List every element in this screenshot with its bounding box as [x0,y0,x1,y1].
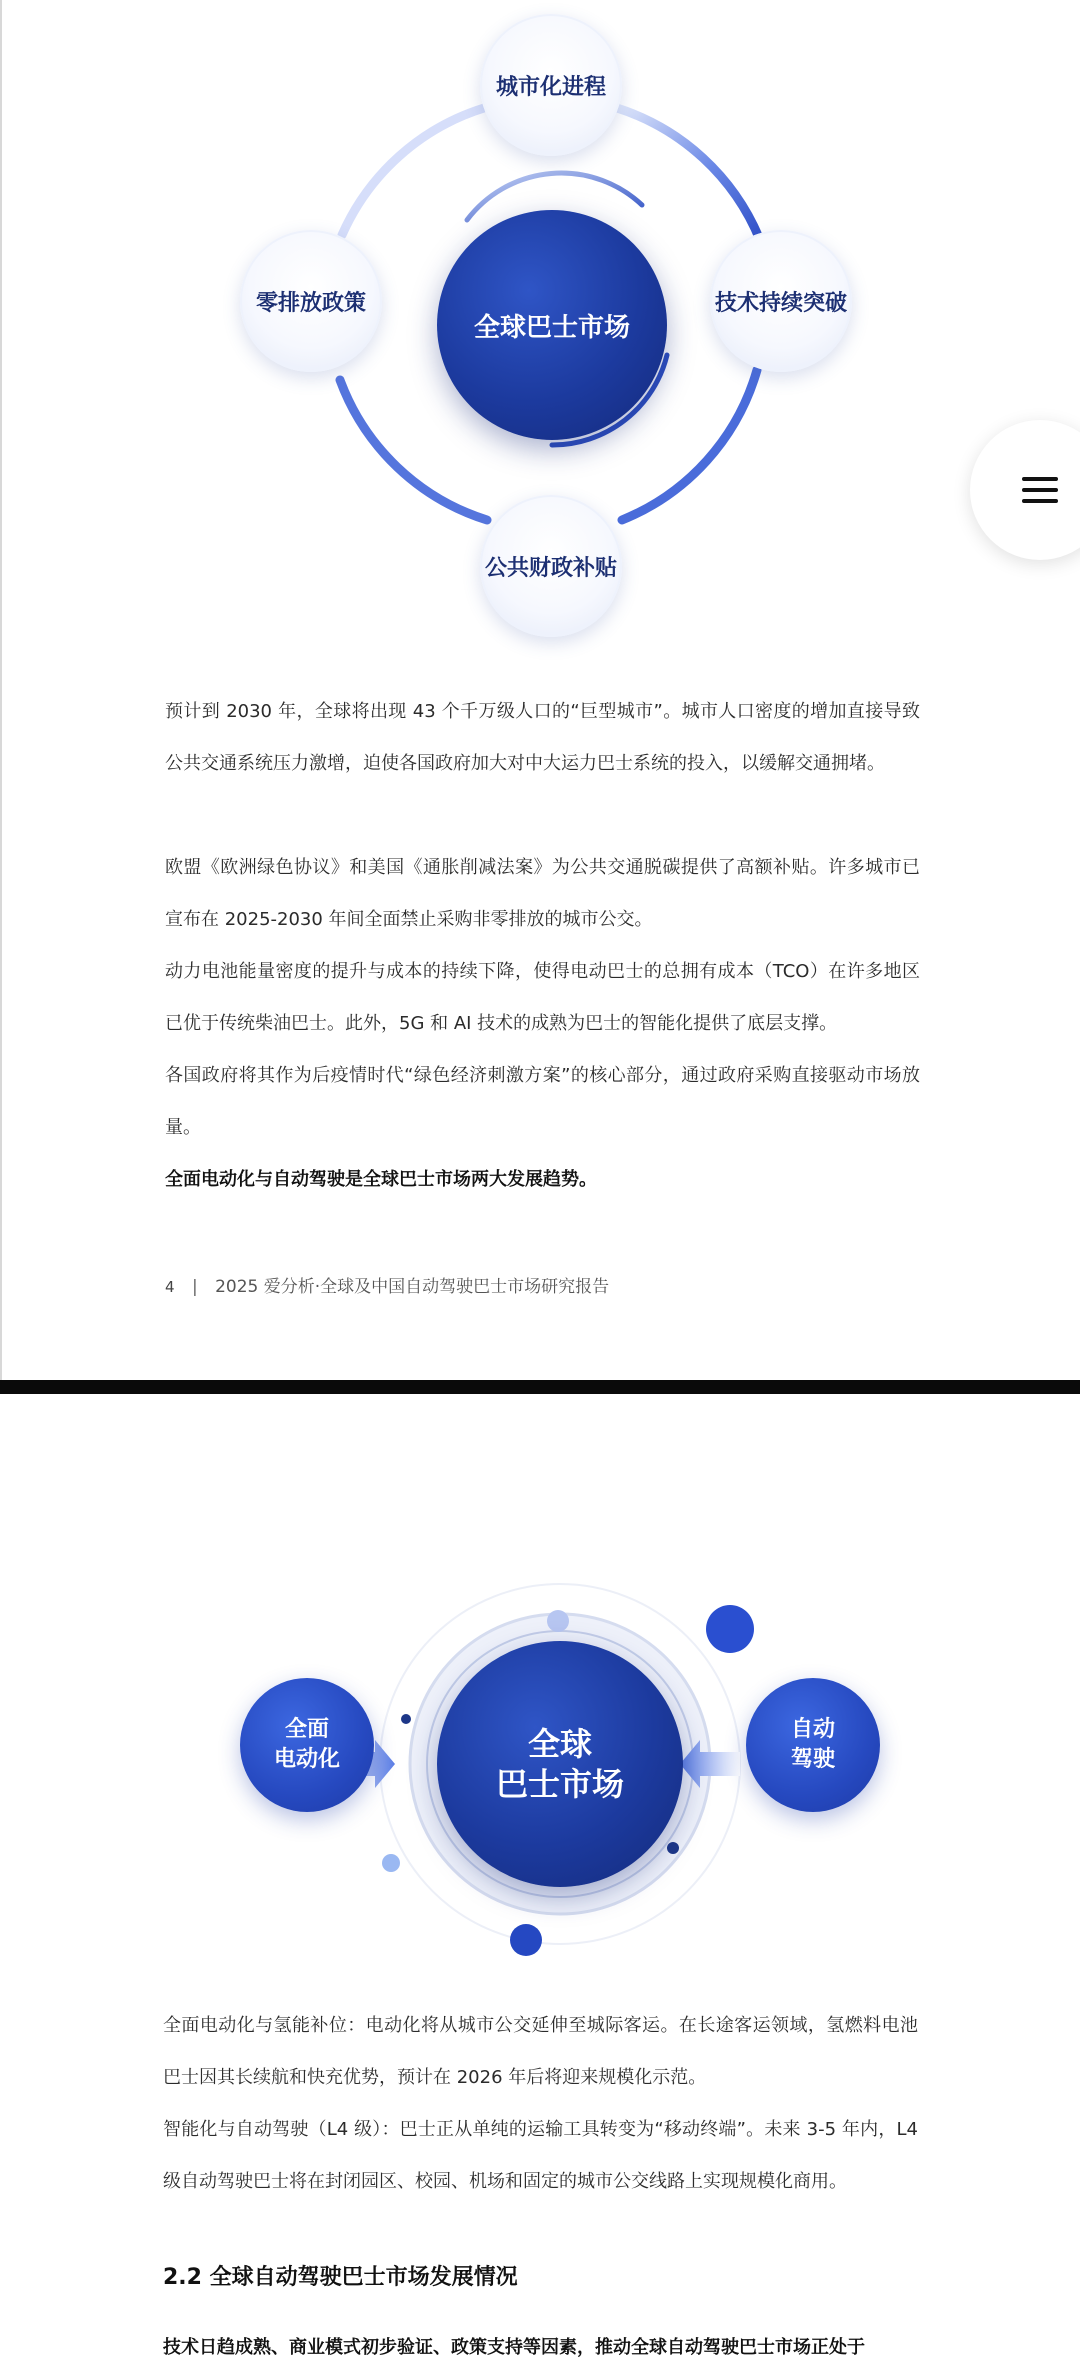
node-autonomous-driving-label [791,1715,835,1775]
report-title: 2025 爱分析·全球及中国自动驾驶巴士市场研究报告 [215,1277,610,1297]
node-full-electrification [240,1678,374,1812]
paragraph-urbanization: 预计到 2030 年，全球将出现 43 个千万级人口的“巨型城市”。城市人口密度的增加直接导致公共交通系统压力激增，迫使各国政府加大对中大运力巴士系统的投入，以缓解交通拥堵。 [165,701,920,774]
market-drivers-diagram [222,0,882,650]
footer-separator: | [191,1277,198,1297]
page-separator [0,1380,1080,1394]
node-autonomous-driving-line2: 驾驶 [790,1747,835,1772]
center-node-global-bus-market [437,210,667,440]
paragraph-autonomous: 智能化与自动驾驶（L4 级）：巴士正从单纯的运输工具转变为“移动终端”。未来 3-5 年内，L4 级自动驾驶巴士将在封闭园区、校园、机场和固定的城市公交线路上实现规模化商用。 [163,2119,918,2192]
node-full-electrification-label [274,1715,340,1775]
node-zero-emission-policy-label: 零排放政策 [255,290,366,316]
center-node-global-bus-market-2 [437,1641,683,1887]
node-urbanization [480,14,622,156]
paragraph-policy: 欧盟《欧洲绿色协议》和美国《通胀削减法案》为公共交通脱碳提供了高额补贴。许多城市已宣布在 2025-2030 年间全面禁止采购非零排放的城市公交。 [165,857,920,930]
node-full-electrification-line2: 电动化 [273,1747,340,1772]
node-zero-emission-policy [240,230,382,372]
node-full-electrification-line1: 全面 [284,1717,329,1742]
node-public-subsidy-label: 公共财政补贴 [484,555,617,581]
node-public-subsidy [480,495,622,637]
node-autonomous-driving [746,1678,880,1812]
node-urbanization-label: 城市化进程 [495,74,606,100]
node-tech-breakthrough-label: 技术持续突破 [714,290,847,316]
center-node-2-line1: 全球 [527,1725,592,1763]
page-number: 4 [165,1278,175,1296]
hamburger-menu-icon [1022,470,1058,510]
paragraph-subsidy: 各国政府将其作为后疫情时代“绿色经济刺激方案”的核心部分，通过政府采购直接驱动市场放量。 [165,1065,920,1138]
page-footer [165,1272,609,1297]
paragraph-electrification: 全面电动化与氢能补位：电动化将从城市公交延伸至城际客运。在长途客运领域，氢燃料电池巴士因其长续航和快充优势，预计在 2026 年后将迎来规模化示范。 [163,2015,918,2088]
node-tech-breakthrough [710,230,852,372]
paragraph-lead-bold: 技术日趋成熟、商业模式初步验证、政策支持等因素，推动全球自动驾驶巴士市场正处于 [163,2337,865,2358]
paragraph-conclusion: 全面电动化与自动驾驶是全球巴士市场两大发展趋势。 [165,1169,597,1190]
node-autonomous-driving-line1: 自动 [790,1717,835,1742]
section-heading-2-2: 2.2 全球自动驾驶巴士市场发展情况 [163,2265,518,2290]
center-node-label: 全球巴士市场 [473,312,630,343]
paragraph-technology: 动力电池能量密度的提升与成本的持续下降，使得电动巴士的总拥有成本（TCO）在许多地区已优于传统柴油巴士。此外，5G 和 AI 技术的成熟为巴士的智能化提供了底层支撑。 [165,961,920,1034]
center-node-2-label [496,1724,624,1804]
bus-trends-diagram [180,1394,900,1984]
center-node-2-line2: 巴士市场 [495,1765,624,1803]
document-page-5 [0,1394,1080,2373]
